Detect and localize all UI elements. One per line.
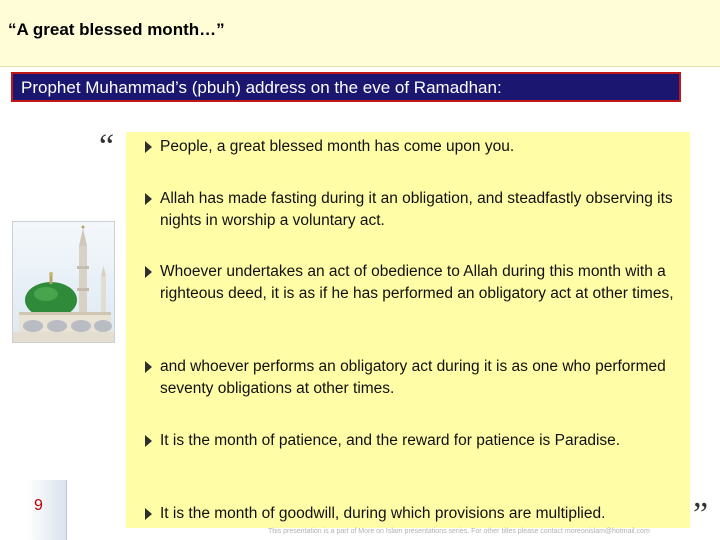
bullet-item-3: Whoever undertakes an act of obedience to Allah during this month with a righteous deed, it is as if he has performed an obligatory act at other times, — [160, 263, 674, 302]
play-triangle-icon — [140, 432, 158, 450]
title-bar — [0, 0, 720, 67]
play-triangle-icon — [140, 505, 158, 523]
play-triangle-icon — [140, 263, 158, 281]
bullet-item-1: People, a great blessed month has come upon you. — [160, 138, 515, 155]
play-triangle-icon — [140, 190, 158, 208]
bullet-item-2: Allah has made fasting during it an obligation, and steadfastly observing its nights in worship a voluntary act. — [160, 190, 673, 229]
bullet-item-4: and whoever performs an obligatory act during it is as one who performed seventy obligations at other times. — [160, 358, 666, 397]
slide-title: “A great blessed month…” — [8, 20, 225, 39]
close-quote-mark: ” — [693, 496, 709, 533]
play-triangle-icon — [140, 358, 158, 376]
page-number: 9 — [34, 497, 43, 514]
subtitle-banner — [11, 72, 681, 102]
bullet-item-6: It is the month of goodwill, during which provisions are multiplied. — [160, 505, 606, 522]
bullet-item-5: It is the month of patience, and the reward for patience is Paradise. — [160, 432, 621, 449]
mosque-photo — [12, 221, 115, 343]
content-panel — [126, 132, 690, 528]
footer-note: This presentation is a part of More on Islam presentations series. For other titles please contact moreonislam@hotmail.com — [268, 528, 650, 535]
play-triangle-icon — [140, 138, 158, 156]
open-quote-mark: “ — [99, 128, 115, 165]
subtitle-text: Prophet Muhammad’s (pbuh) address on the eve of Ramadhan: — [21, 78, 502, 97]
